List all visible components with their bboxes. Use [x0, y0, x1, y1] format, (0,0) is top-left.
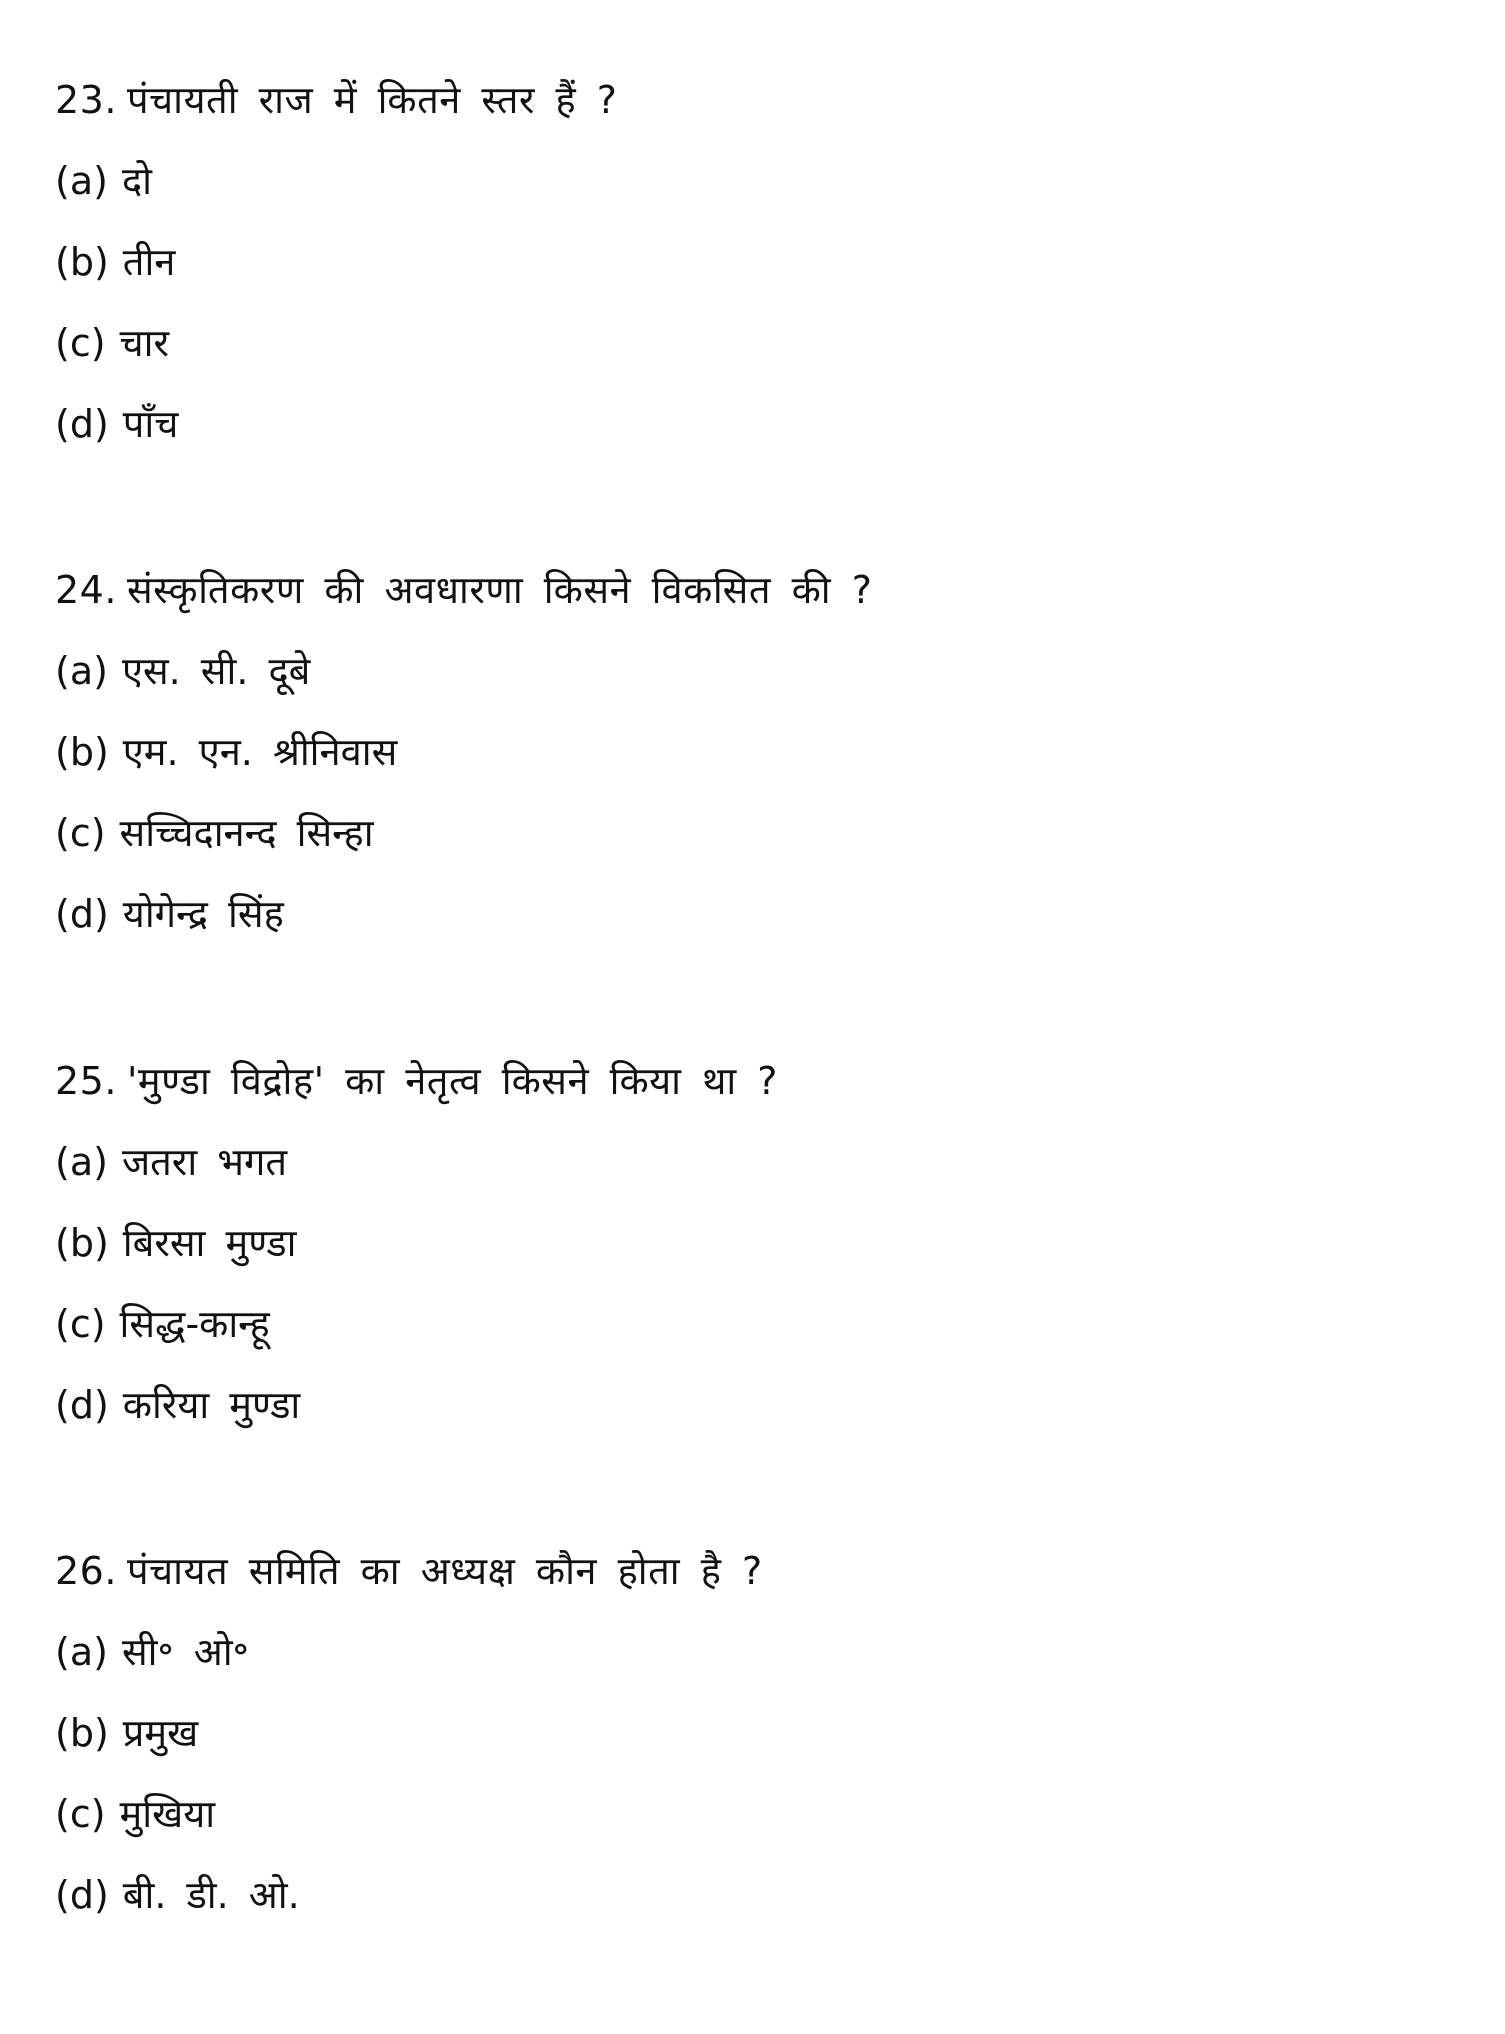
option-a [55, 643, 1455, 699]
question-text-line [55, 72, 1455, 128]
option-d [55, 1867, 1455, 1923]
option-label: (a) [55, 159, 108, 203]
option-label: (d) [55, 892, 109, 936]
option-text: एस. सी. दूबे [121, 649, 311, 693]
option-text: करिया मुण्डा [122, 1383, 301, 1427]
option-label: (a) [55, 1630, 108, 1674]
option-c [55, 1786, 1455, 1842]
option-b [55, 1705, 1455, 1761]
question-text: 'मुण्डा विद्रोह' का नेतृत्व किसने किया था ? [126, 1059, 778, 1103]
option-label: (b) [55, 730, 109, 774]
option-b [55, 724, 1455, 780]
option-label: (c) [55, 811, 106, 855]
option-text: तीन [122, 240, 176, 284]
option-text: सी॰ ओ॰ [121, 1630, 249, 1674]
option-label: (b) [55, 1221, 109, 1265]
options-list [55, 153, 1455, 452]
question-23 [55, 72, 1455, 477]
option-text: सिद्ध-कान्हू [119, 1302, 270, 1346]
question-text: पंचायत समिति का अध्यक्ष कौन होता है ? [126, 1549, 763, 1593]
options-list [55, 1624, 1455, 1923]
option-text: मुखिया [119, 1792, 216, 1836]
option-text: प्रमुख [122, 1711, 199, 1755]
option-label: (b) [55, 240, 109, 284]
option-label: (a) [55, 649, 108, 693]
question-text-line [55, 562, 1455, 618]
option-text: योगेन्द्र सिंह [122, 892, 284, 936]
question-text: संस्कृतिकरण की अवधारणा किसने विकसित की ? [126, 568, 873, 612]
option-d [55, 1377, 1455, 1433]
option-a [55, 153, 1455, 209]
option-d [55, 396, 1455, 452]
option-label: (a) [55, 1140, 108, 1184]
option-label: (d) [55, 1383, 109, 1427]
question-25 [55, 1053, 1455, 1458]
option-d [55, 886, 1455, 942]
options-list [55, 643, 1455, 942]
option-text: पाँच [122, 402, 179, 446]
option-b [55, 234, 1455, 290]
option-label: (c) [55, 1302, 106, 1346]
option-c [55, 1296, 1455, 1352]
question-text-line [55, 1053, 1455, 1109]
question-number: 26. [55, 1549, 117, 1593]
option-label: (d) [55, 1873, 109, 1917]
option-label: (c) [55, 1792, 106, 1836]
question-24 [55, 562, 1455, 967]
option-text: एम. एन. श्रीनिवास [122, 730, 398, 774]
question-26 [55, 1543, 1455, 1948]
option-a [55, 1624, 1455, 1680]
option-text: चार [119, 321, 170, 365]
option-text: दो [121, 159, 152, 203]
option-c [55, 805, 1455, 861]
option-a [55, 1134, 1455, 1190]
question-text: पंचायती राज में कितने स्तर हैं ? [126, 78, 618, 122]
option-text: बिरसा मुण्डा [122, 1221, 297, 1265]
question-number: 23. [55, 78, 117, 122]
option-text: बी. डी. ओ. [122, 1873, 300, 1917]
question-number: 25. [55, 1059, 117, 1103]
options-list [55, 1134, 1455, 1433]
option-label: (c) [55, 321, 106, 365]
option-b [55, 1215, 1455, 1271]
option-label: (d) [55, 402, 109, 446]
option-c [55, 315, 1455, 371]
option-text: जतरा भगत [121, 1140, 288, 1184]
option-text: सच्चिदानन्द सिन्हा [119, 811, 374, 855]
question-number: 24. [55, 568, 117, 612]
option-label: (b) [55, 1711, 109, 1755]
question-text-line [55, 1543, 1455, 1599]
